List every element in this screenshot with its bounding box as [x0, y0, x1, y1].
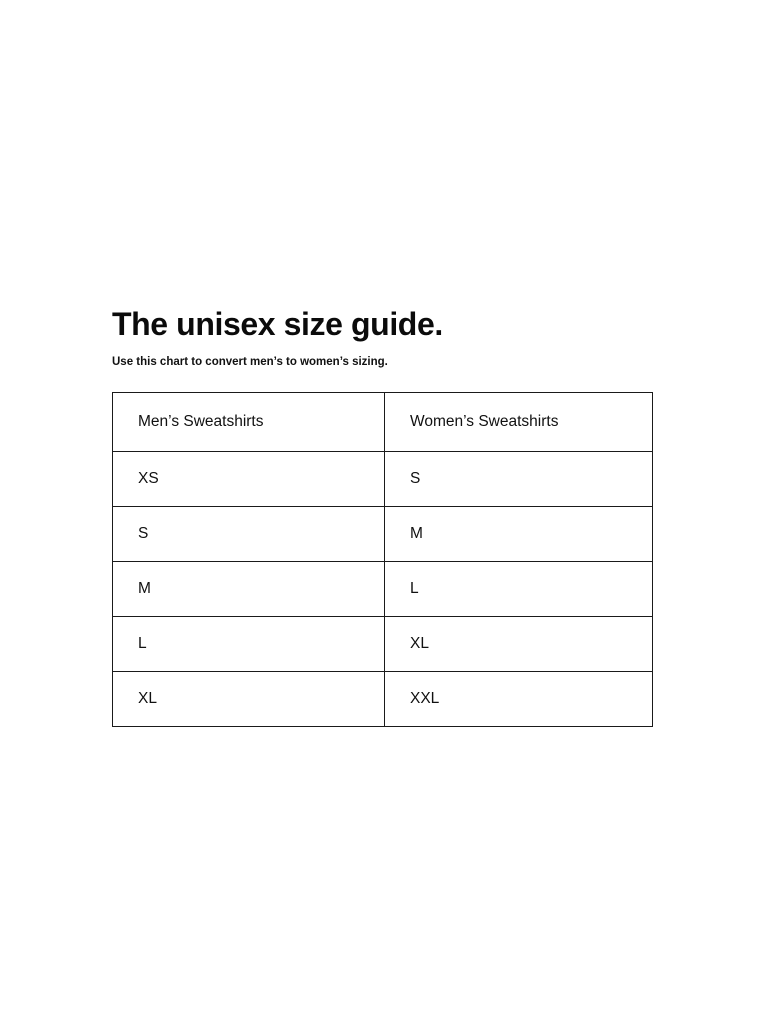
- table-row: [113, 451, 653, 506]
- table-cell-womens-size: M: [385, 506, 653, 561]
- size-guide-block: [112, 306, 657, 727]
- table-cell-mens-size: M: [113, 561, 385, 616]
- table-cell-mens-size: S: [113, 506, 385, 561]
- table-row: [113, 561, 653, 616]
- table-row: [113, 671, 653, 726]
- table-cell-mens-size: XS: [113, 451, 385, 506]
- table-cell-mens-size: XL: [113, 671, 385, 726]
- table-header-row: [113, 392, 653, 451]
- table-cell-womens-size: S: [385, 451, 653, 506]
- table-row: [113, 616, 653, 671]
- table-cell-womens-size: L: [385, 561, 653, 616]
- table-cell-womens-size: XL: [385, 616, 653, 671]
- page-subtitle: Use this chart to convert men’s to women’s sizing.: [112, 355, 388, 368]
- table-header-mens: Men’s Sweatshirts: [113, 392, 385, 451]
- size-conversion-table: [112, 392, 653, 727]
- table-header-womens: Women’s Sweatshirts: [385, 392, 653, 451]
- table-cell-mens-size: L: [113, 616, 385, 671]
- page-title: The unisex size guide.: [112, 306, 443, 342]
- table-row: [113, 506, 653, 561]
- table-cell-womens-size: XXL: [385, 671, 653, 726]
